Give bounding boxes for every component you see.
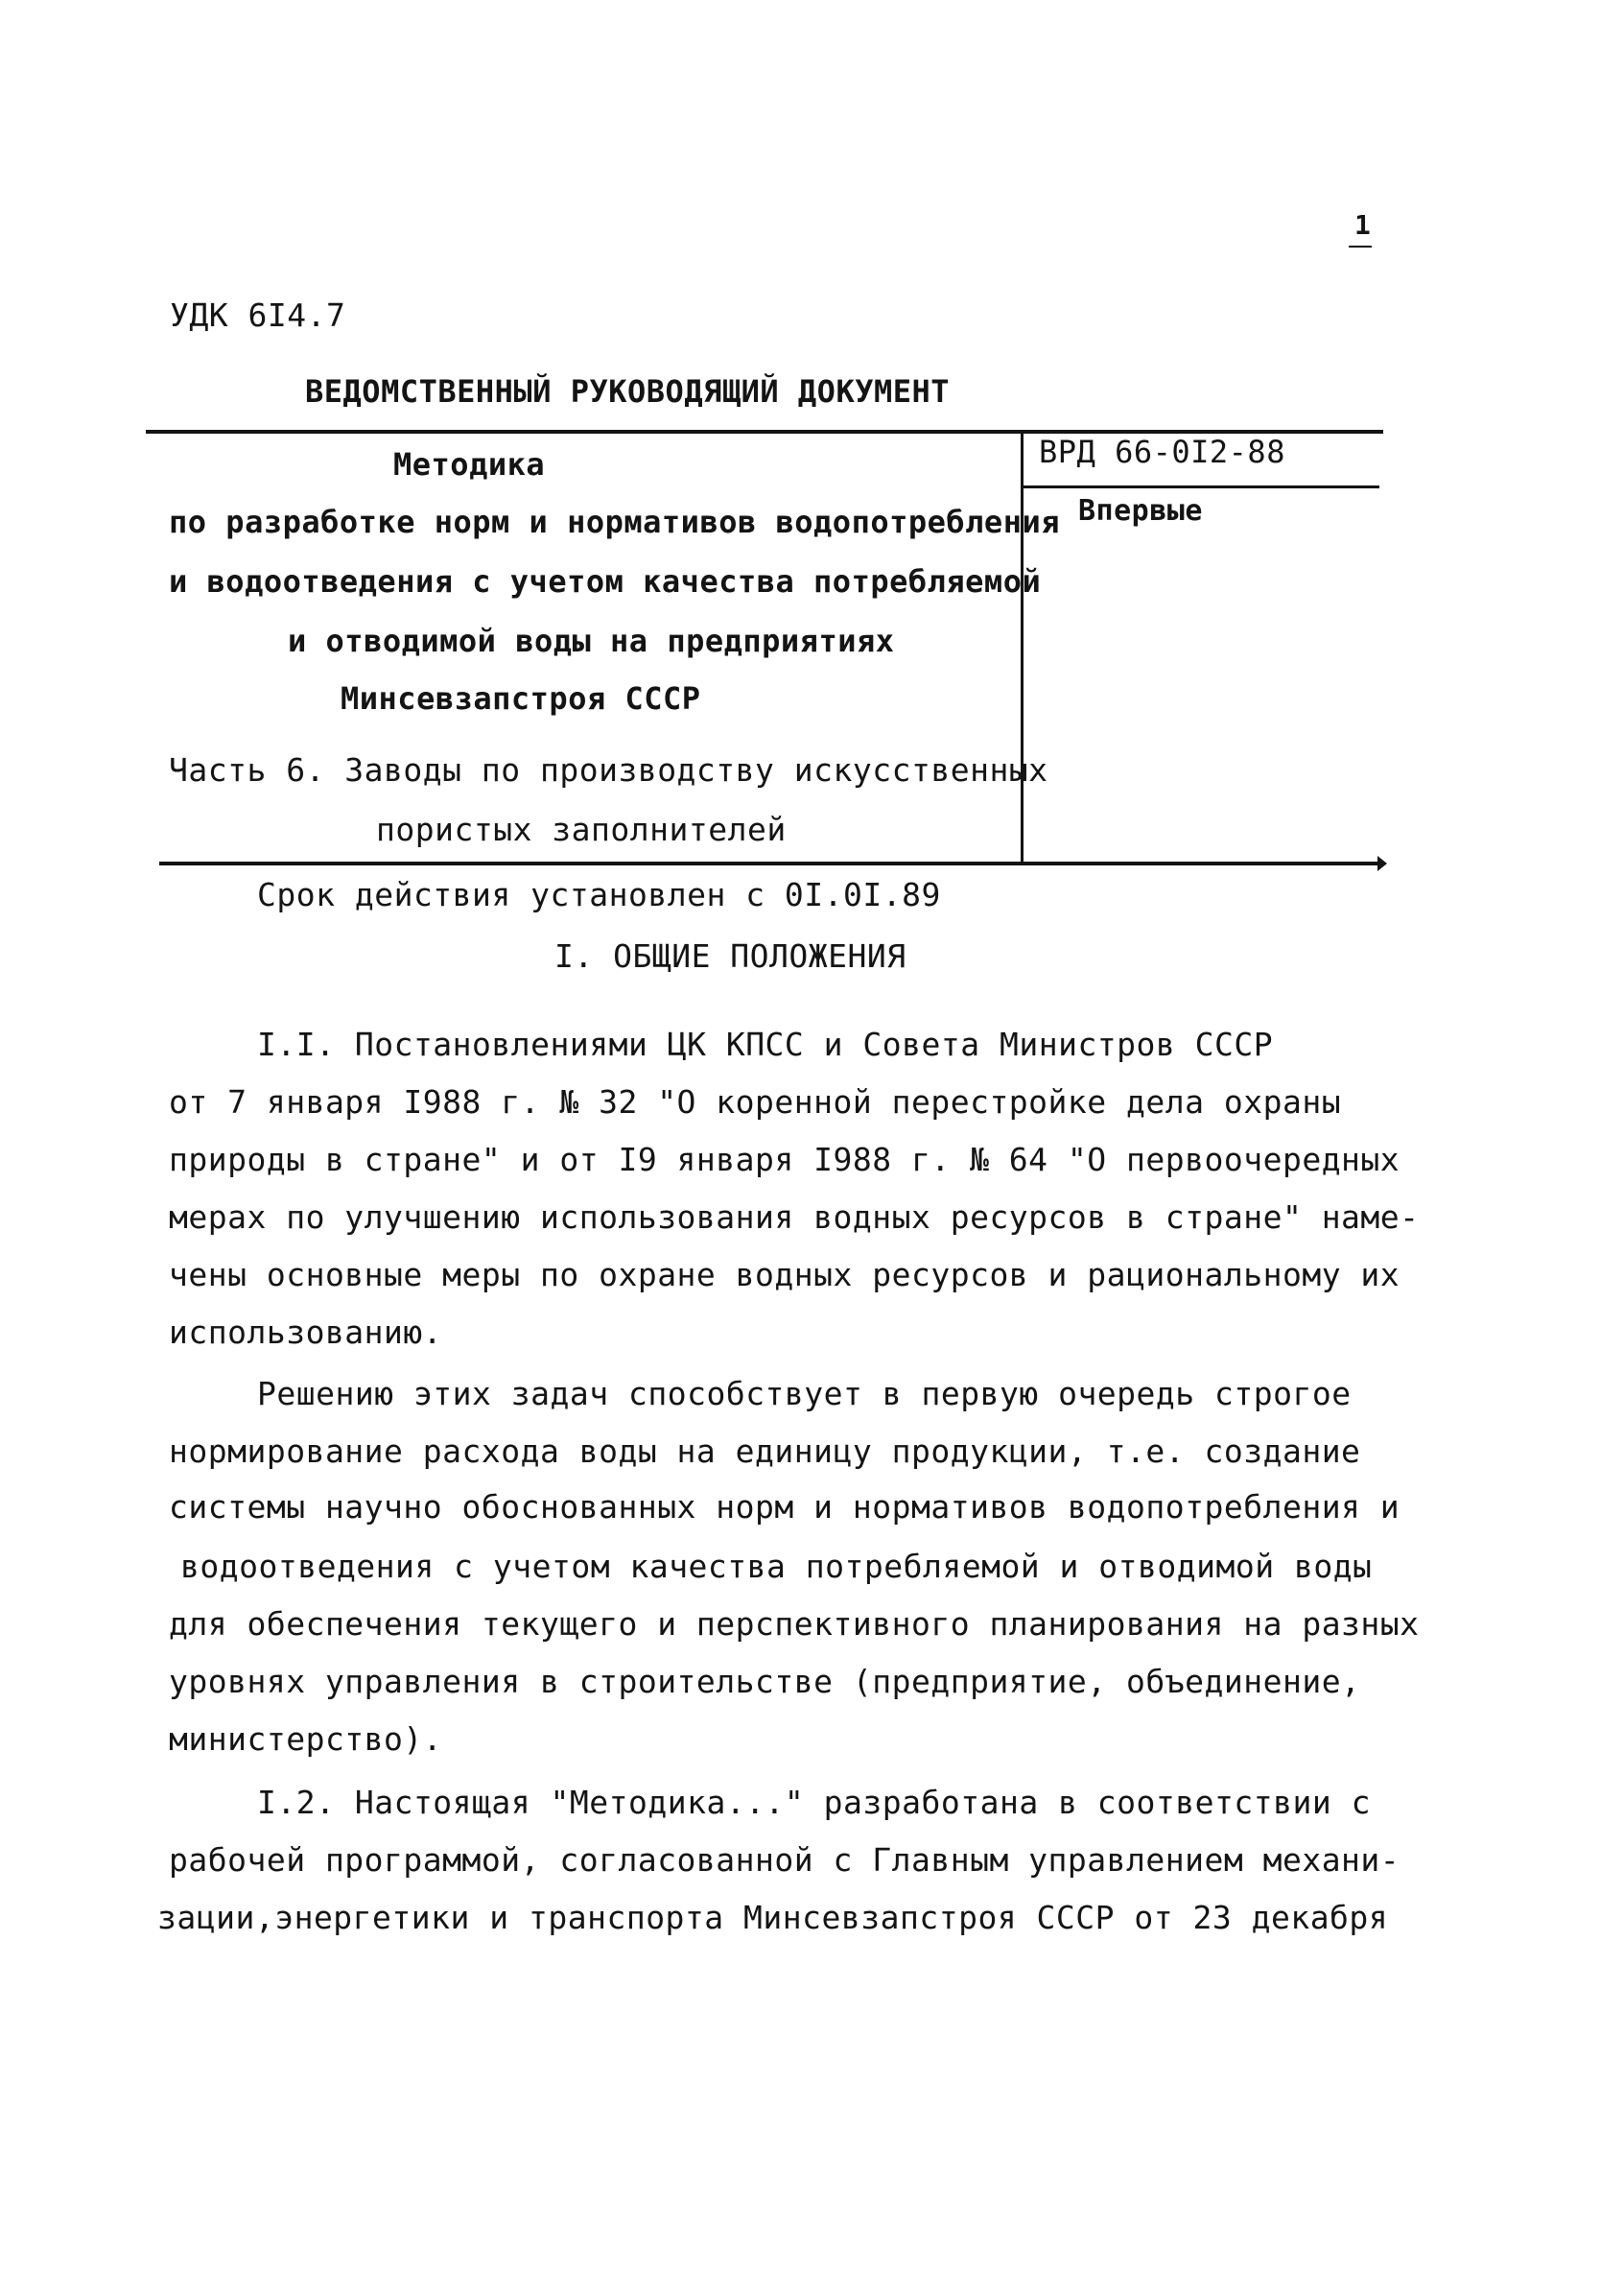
part-title-line: пористых заполнителей	[376, 811, 787, 848]
paragraph-line: для обеспечения текущего и перспективного планирования на разных	[169, 1605, 1420, 1643]
table-column-divider	[1021, 430, 1024, 864]
section-heading: I. ОБЩИЕ ПОЛОЖЕНИЯ	[554, 937, 906, 975]
udc-code: УДК 6I4.7	[170, 296, 346, 334]
validity-period: Срок действия установлен с 0I.0I.89	[257, 876, 941, 913]
title-line: и отводимой воды на предприятиях	[288, 623, 895, 659]
document-code: ВРД 66-0I2-88	[1039, 434, 1285, 470]
doc-code-rule	[1023, 485, 1379, 488]
page-number-underline	[1349, 246, 1372, 248]
page-number: 1	[1354, 209, 1371, 241]
title-line: по разработке норм и нормативов водопотребления	[169, 504, 1060, 540]
paragraph-line: I.I. Постановлениями ЦК КПСС и Совета Министров СССР	[257, 1026, 1274, 1063]
paragraph-line: от 7 января I988 г. № 32 "О коренной перестройке дела охраны	[169, 1083, 1342, 1121]
paragraph-line: рабочей программой, согласованной с Главным управлением механи-	[169, 1841, 1400, 1879]
part-title-line: Часть 6. Заводы по производству искусственных	[169, 751, 1048, 789]
paragraph-line: уровнях управления в строительстве (предприятие, объединение,	[169, 1663, 1361, 1700]
paragraph-line: мерах по улучшению использования водных ресурсов в стране" наме-	[169, 1198, 1420, 1236]
title-line: и водоотведения с учетом качества потребляемой	[169, 563, 1042, 600]
paragraph-line: зации,энергетики и транспорта Минсевзапстроя СССР от 23 декабря	[157, 1899, 1389, 1936]
title-line: Методика	[393, 446, 546, 483]
paragraph-line: нормирование расхода воды на единицу продукции, т.е. создание	[169, 1432, 1361, 1470]
paragraph-line: министерство).	[169, 1720, 443, 1758]
paragraph-line: природы в стране" и от I9 января I988 г. № 64 "О первоочередных	[169, 1141, 1400, 1178]
paragraph-line: системы научно обоснованных норм и нормативов водопотребления и	[169, 1488, 1400, 1526]
table-bottom-rule	[159, 862, 1381, 865]
title-line: Минсевзапстроя СССР	[341, 680, 701, 717]
document-status: Впервые	[1078, 494, 1203, 528]
paragraph-line: водоотведения с учетом качества потребляемой и отводимой воды	[180, 1548, 1373, 1585]
paragraph-line: использованию.	[169, 1314, 443, 1351]
paragraph-line: чены основные меры по охране водных ресурсов и рациональному их	[169, 1256, 1400, 1293]
document-type-heading: ВЕДОМСТВЕННЫЙ РУКОВОДЯЩИЙ ДОКУМЕНТ	[305, 373, 951, 410]
paragraph-line: Решению этих задач способствует в первую очередь строгое	[257, 1375, 1352, 1412]
paragraph-line: I.2. Настоящая "Методика..." разработана в соответствии с	[257, 1784, 1371, 1821]
